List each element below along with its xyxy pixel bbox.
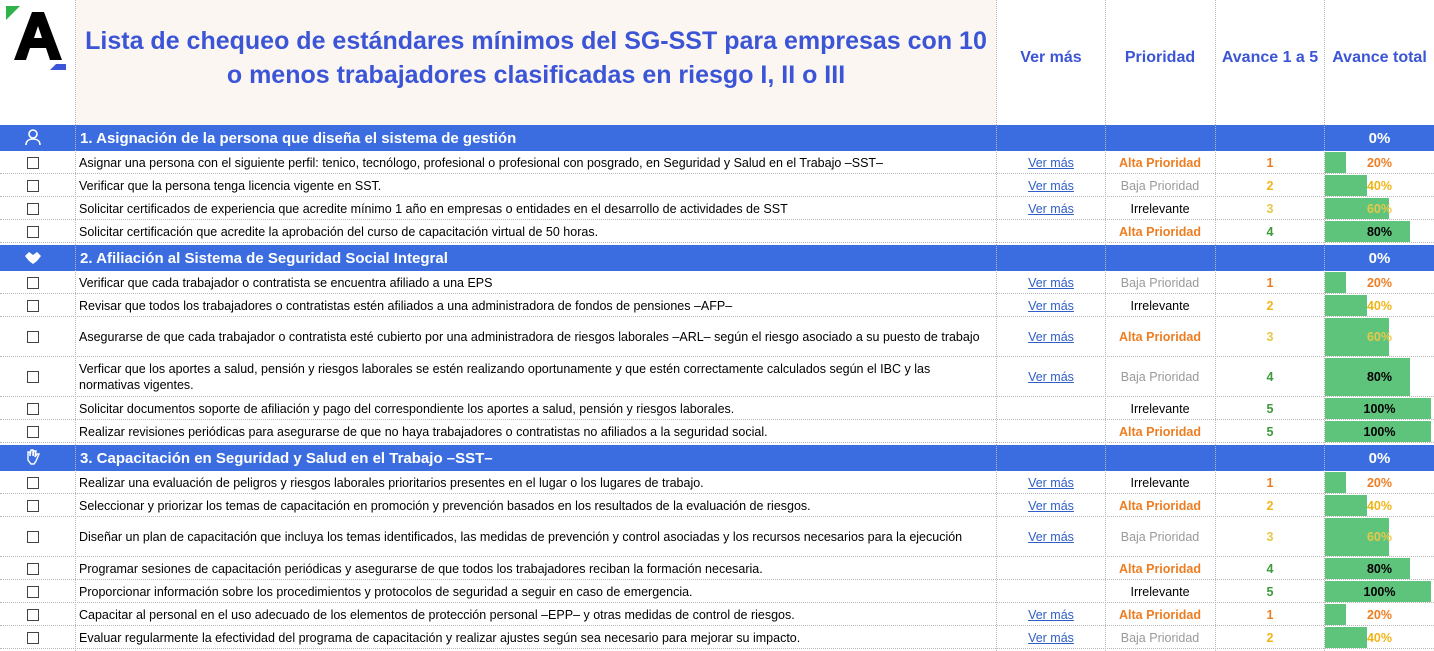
task-checkbox[interactable] <box>27 609 39 621</box>
checklist-row <box>0 357 1434 397</box>
task-text: Realizar una evaluación de peligros y riesgos laborales prioritarios presentes en el lugar o los lugares de trabajo. <box>79 475 704 490</box>
avance-total-cell <box>1325 397 1434 420</box>
section-header-row <box>0 445 1434 471</box>
task-text: Solicitar documentos soporte de afiliación y pago del correspondiente los aportes a salud, pensión y riesgos laborales. <box>79 401 735 416</box>
progress-percent: 40% <box>1366 298 1393 313</box>
progress-percent: 20% <box>1366 275 1393 290</box>
priority-cell[interactable]: Alta Prioridad <box>1119 224 1201 239</box>
task-checkbox[interactable] <box>27 426 39 438</box>
section-header-row <box>0 125 1434 151</box>
avance-total-cell <box>1325 580 1434 603</box>
avance-cell[interactable]: 2 <box>1266 178 1274 193</box>
progress-percent: 100% <box>1363 584 1396 599</box>
avance-total-cell <box>1325 557 1434 580</box>
progress-percent: 20% <box>1366 475 1393 490</box>
checklist-row <box>0 197 1434 220</box>
progress-percent: 100% <box>1363 424 1396 439</box>
avance-total-cell <box>1325 603 1434 626</box>
avance-cell[interactable]: 1 <box>1266 607 1274 622</box>
priority-cell[interactable]: Baja Prioridad <box>1120 370 1200 384</box>
checklist-row <box>0 294 1434 317</box>
checklist-row <box>0 603 1434 626</box>
avance-total-cell <box>1325 420 1434 443</box>
section-header-row <box>0 245 1434 271</box>
checklist-row <box>0 174 1434 197</box>
avance-cell[interactable]: 2 <box>1266 498 1274 513</box>
task-text: Verficar que los aportes a salud, pensión y riesgos laborales se estén realizando oportunamente y que estén correctamente calculados según el IBC y las normativas vigentes. <box>79 362 931 392</box>
avance-total-cell <box>1325 471 1434 494</box>
avance-cell[interactable]: 1 <box>1266 475 1274 490</box>
priority-cell[interactable]: Alta Prioridad <box>1119 607 1201 622</box>
ver-mas-link[interactable]: Ver más <box>1028 178 1074 193</box>
task-checkbox[interactable] <box>27 371 39 383</box>
avance-total-cell <box>1325 517 1434 557</box>
checklist-row <box>0 471 1434 494</box>
task-text: Verificar que cada trabajador o contratista se encuentra afiliado a una EPS <box>79 275 493 290</box>
section-total: 0% <box>1325 245 1434 271</box>
task-text: Seleccionar y priorizar los temas de capacitación en promoción y prevención basados en los resultados de la evaluación de riesgos. <box>79 498 811 513</box>
avance-total-cell <box>1325 294 1434 317</box>
task-checkbox[interactable] <box>27 403 39 415</box>
task-checkbox[interactable] <box>27 277 39 289</box>
avance-cell[interactable]: 5 <box>1266 424 1274 439</box>
avance-total-cell <box>1325 220 1434 243</box>
progress-percent: 60% <box>1366 330 1393 344</box>
avance-cell[interactable]: 3 <box>1266 330 1274 344</box>
progress-percent: 60% <box>1366 201 1393 216</box>
section-total: 0% <box>1325 445 1434 471</box>
task-checkbox[interactable] <box>27 157 39 169</box>
checklist-row <box>0 151 1434 174</box>
task-text: Capacitar al personal en el uso adecuado de los elementos de protección personal –EPP– y otras medidas de control de riesgos. <box>79 607 795 622</box>
task-text: Diseñar un plan de capacitación que incluya los temas identificados, las medidas de prevención y control asociadas y los recursos necesarios para la ejecución <box>79 530 963 544</box>
ver-mas-link[interactable]: Ver más <box>1028 370 1074 384</box>
grid-line <box>75 0 76 651</box>
checklist-row <box>0 626 1434 649</box>
checklist-row <box>0 494 1434 517</box>
avance-total-cell <box>1325 626 1434 649</box>
avance-cell[interactable]: 2 <box>1266 630 1274 645</box>
task-checkbox[interactable] <box>27 203 39 215</box>
task-text: Evaluar regularmente la efectividad del programa de capacitación y realizar ajustes según sea necesario para mejorar su impacto. <box>79 630 801 645</box>
priority-cell[interactable]: Alta Prioridad <box>1119 498 1201 513</box>
grid-line <box>1324 0 1325 651</box>
avance-total-cell <box>1325 317 1434 357</box>
avance-cell[interactable]: 5 <box>1266 584 1274 599</box>
avance-cell[interactable]: 4 <box>1266 224 1274 239</box>
task-text: Verificar que la persona tenga licencia vigente en SST. <box>79 178 382 193</box>
task-text: Programar sesiones de capacitación periódicas y asegurarse de que todos los trabajadores reciban la formación necesaria. <box>79 561 763 576</box>
priority-cell[interactable]: Alta Prioridad <box>1119 561 1201 576</box>
checklist-row <box>0 271 1434 294</box>
checklist-row <box>0 397 1434 420</box>
priority-cell[interactable]: Irrelevante <box>1130 201 1190 216</box>
person-icon <box>24 128 42 146</box>
checklist-row <box>0 220 1434 243</box>
checklist-row <box>0 580 1434 603</box>
progress-percent: 20% <box>1366 155 1393 170</box>
grid-line <box>1105 0 1106 651</box>
priority-cell[interactable]: Baja Prioridad <box>1120 630 1200 645</box>
page-title: Lista de chequeo de estándares mínimos del SG-SST para empresas con 10 o menos trabajadores clasificadas en riesgo I, II o III <box>85 26 987 89</box>
task-checkbox[interactable] <box>27 226 39 238</box>
ver-mas-link[interactable]: Ver más <box>1028 607 1074 622</box>
avance-cell[interactable]: 1 <box>1266 275 1274 290</box>
ver-mas-link[interactable]: Ver más <box>1028 630 1074 645</box>
priority-cell[interactable]: Alta Prioridad <box>1119 424 1201 439</box>
section-total: 0% <box>1325 125 1434 151</box>
grid-line <box>1215 0 1216 651</box>
column-header-ver-mas: Ver más <box>1020 48 1082 66</box>
progress-percent: 60% <box>1366 530 1393 544</box>
checklist-row <box>0 557 1434 580</box>
checklist-row <box>0 517 1434 557</box>
progress-percent: 80% <box>1366 224 1393 239</box>
progress-percent: 40% <box>1366 178 1393 193</box>
handshake-icon <box>24 248 42 266</box>
section-title: 1. Asignación de la persona que diseña el sistema de gestión <box>80 129 517 147</box>
section-title: 3. Capacitación en Seguridad y Salud en el Trabajo –SST– <box>80 449 493 467</box>
sheet-header <box>0 0 1434 125</box>
avance-cell[interactable]: 5 <box>1266 401 1274 416</box>
ver-mas-link[interactable]: Ver más <box>1028 498 1074 513</box>
progress-percent: 40% <box>1366 498 1393 513</box>
column-header-avance: Avance 1 a 5 <box>1221 48 1319 66</box>
task-checkbox[interactable] <box>27 632 39 644</box>
avance-cell[interactable]: 3 <box>1266 530 1274 544</box>
checklist-row <box>0 317 1434 357</box>
task-checkbox[interactable] <box>27 531 39 543</box>
avance-cell[interactable]: 1 <box>1266 155 1274 170</box>
priority-cell[interactable]: Irrelevante <box>1130 401 1190 416</box>
task-checkbox[interactable] <box>27 300 39 312</box>
avance-total-cell <box>1325 271 1434 294</box>
column-header-prioridad: Prioridad <box>1124 48 1196 66</box>
task-checkbox[interactable] <box>27 500 39 512</box>
progress-percent: 20% <box>1366 607 1393 622</box>
priority-cell[interactable]: Alta Prioridad <box>1119 330 1201 344</box>
avance-cell[interactable]: 4 <box>1266 561 1274 576</box>
brand-logo-icon <box>4 4 70 72</box>
progress-percent: 80% <box>1366 561 1393 576</box>
progress-percent: 100% <box>1363 401 1396 416</box>
avance-total-cell <box>1325 494 1434 517</box>
avance-cell[interactable]: 2 <box>1266 298 1274 313</box>
priority-cell[interactable]: Alta Prioridad <box>1119 155 1201 170</box>
ver-mas-link[interactable]: Ver más <box>1028 330 1074 344</box>
ver-mas-link[interactable]: Ver más <box>1028 298 1074 313</box>
task-text: Revisar que todos los trabajadores o contratistas estén afiliados a una administradora de fondos de pensiones –AFP– <box>79 298 733 313</box>
priority-cell[interactable]: Baja Prioridad <box>1120 530 1200 544</box>
task-text: Realizar revisiones periódicas para asegurarse de que no haya trabajadores o contratistas no afiliados a la seguridad social. <box>79 424 768 439</box>
progress-percent: 80% <box>1366 370 1393 384</box>
avance-cell[interactable]: 3 <box>1266 201 1274 216</box>
section-title: 2. Afiliación al Sistema de Seguridad Social Integral <box>80 249 448 267</box>
task-checkbox[interactable] <box>27 331 39 343</box>
task-checkbox[interactable] <box>27 477 39 489</box>
priority-cell[interactable]: Irrelevante <box>1130 298 1190 313</box>
task-text: Solicitar certificación que acredite la aprobación del curso de capacitación virtual de 50 horas. <box>79 224 599 239</box>
hand-icon <box>24 448 42 466</box>
priority-cell[interactable]: Irrelevante <box>1130 475 1190 490</box>
task-text: Asignar una persona con el siguiente perfil: tenico, tecnólogo, profesional o profesional con posgrado, en Seguridad y Salud en el Trabajo –SST– <box>79 155 883 170</box>
avance-total-cell <box>1325 197 1434 220</box>
priority-cell[interactable]: Irrelevante <box>1130 584 1190 599</box>
ver-mas-link[interactable]: Ver más <box>1028 201 1074 216</box>
avance-total-cell <box>1325 151 1434 174</box>
task-text: Proporcionar información sobre los procedimientos y protocolos de seguridad a seguir en caso de emergencia. <box>79 584 693 599</box>
title-cell <box>76 0 996 125</box>
task-checkbox[interactable] <box>27 586 39 598</box>
avance-cell[interactable]: 4 <box>1266 370 1274 384</box>
checklist-row <box>0 420 1434 443</box>
task-checkbox[interactable] <box>27 563 39 575</box>
avance-total-cell <box>1325 174 1434 197</box>
progress-percent: 40% <box>1366 630 1393 645</box>
priority-cell[interactable]: Baja Prioridad <box>1120 275 1200 290</box>
grid-line <box>996 0 997 651</box>
avance-total-cell <box>1325 357 1434 397</box>
ver-mas-link[interactable]: Ver más <box>1028 530 1074 544</box>
ver-mas-link[interactable]: Ver más <box>1028 275 1074 290</box>
task-checkbox[interactable] <box>27 180 39 192</box>
column-header-avance-total: Avance total <box>1332 48 1427 66</box>
task-text: Asegurarse de que cada trabajador o contratista esté cubierto por una administradora de riesgos laborales –ARL– según el riesgo asociado a su puesto de trabajo <box>79 330 980 344</box>
task-text: Solicitar certificados de experiencia que acredite mínimo 1 año en empresas o entidades en el desarrollo de actividades de SST <box>79 201 788 216</box>
priority-cell[interactable]: Baja Prioridad <box>1120 178 1200 193</box>
ver-mas-link[interactable]: Ver más <box>1028 475 1074 490</box>
ver-mas-link[interactable]: Ver más <box>1028 155 1074 170</box>
